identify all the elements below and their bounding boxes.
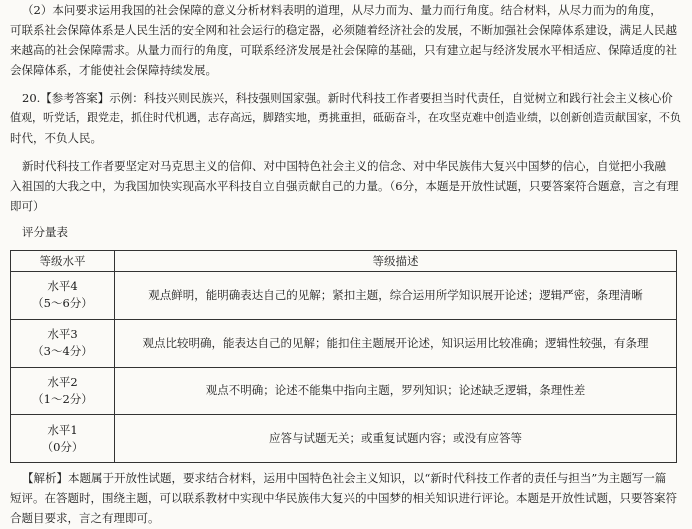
- paragraph-line: 新时代科技工作者要坚定对马克思主义的信仰、对中国特色社会主义的信念、对中华民族伟大复兴中国梦的信心，自觉把小我融: [22, 159, 666, 173]
- level-description: 观点不明确；论述不能集中指向主题，罗列知识；论述缺乏逻辑，条理性差: [115, 367, 677, 415]
- table-row: [11, 319, 677, 367]
- header-description: 等级描述: [115, 251, 677, 272]
- paragraph-line: 值观，听党话，跟党走，抓住时代机遇，志存高远，脚踏实地，勇挑重担，砥砺奋斗，在攻坚克难中创造业绩，以创新创造贡献国家，不负: [10, 111, 681, 124]
- rubric-table: [10, 250, 677, 463]
- paragraph-line: 即可）: [10, 199, 45, 213]
- paragraph-line: （2）本问要求运用我国的社会保障的意义分析材料表明的道理，从尽力而为、量力而行角度。结合材料，从尽力而为的角度，: [22, 3, 662, 17]
- question-20-answer-line: 20.【参考答案】示例：科技兴则民族兴，科技强则国家强。新时代科技工作者要担当时代责任，自觉树立和践行社会主义核心价: [22, 91, 673, 105]
- paragraph-line: 时代，不负人民。: [10, 131, 102, 145]
- paragraph-line: 会保障体系，才能使社会保障持续发展。: [10, 63, 217, 77]
- level-score: （1～2分）: [32, 391, 93, 406]
- level-label: 水平2: [47, 374, 78, 389]
- paragraph-line: 可联系社会保障体系是人民生活的安全网和社会运行的稳定器，必须随着经济社会的发展，不断加强社会保障体系建设，满足人民越: [10, 23, 677, 37]
- level-description: 应答与试题无关；或重复试题内容；或没有应答等: [115, 415, 677, 463]
- analysis-line: 合题目要求，言之有理即可。: [10, 511, 160, 525]
- paragraph-line: 来越高的社会保障需求。从量力而行的角度，可联系经济发展是社会保障的基础，只有建立起与经济发展水平相适应、保障适度的社: [10, 43, 677, 57]
- table-header-row: [11, 251, 677, 272]
- level-cell: [11, 415, 115, 463]
- level-description: 观点比较明确，能表达自己的见解；能扣住主题展开论述，知识运用比较准确；逻辑性较强，有条理: [115, 319, 677, 367]
- table-row: [11, 415, 677, 463]
- level-label: 水平1: [47, 422, 78, 437]
- analysis-line: 【解析】本题属于开放性试题，要求结合材料，运用中国特色社会主义知识，以“新时代科技工作者的责任与担当”为主题写一篇: [22, 471, 667, 485]
- level-score: （5～6分）: [32, 296, 93, 311]
- level-label: 水平4: [47, 279, 78, 294]
- paragraph-line: 入祖国的大我之中，为我国加快实现高水平科技自立自强贡献自己的力量。（6分，本题是开放性试题，只要答案符合题意，言之有理: [10, 179, 679, 193]
- level-score: （3～4分）: [32, 344, 93, 359]
- table-row: [11, 272, 677, 320]
- analysis-line: 短评。在答题时，围绕主题，可以联系教材中实现中华民族伟大复兴的中国梦的相关知识进行评论。本题是开放性试题，只要答案符: [10, 491, 677, 505]
- level-cell: [11, 319, 115, 367]
- level-cell: [11, 272, 115, 320]
- table-row: [11, 367, 677, 415]
- rubric-title: 评分量表: [22, 225, 68, 239]
- level-cell: [11, 367, 115, 415]
- level-description: 观点鲜明，能明确表达自己的见解；紧扣主题，综合运用所学知识展开论述；逻辑严密，条理清晰: [115, 272, 677, 320]
- level-score: （0分）: [41, 439, 84, 454]
- level-label: 水平3: [47, 327, 78, 342]
- header-level: 等级水平: [11, 251, 115, 272]
